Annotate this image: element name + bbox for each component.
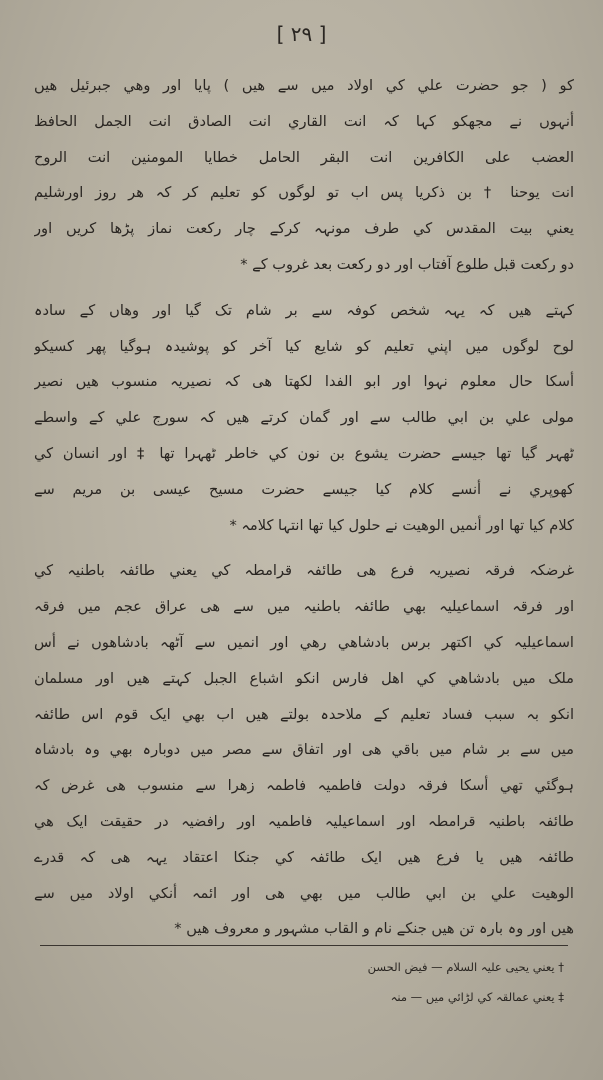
text-line: لوح لوگوں میں اپني تعلیم کو شایع کیا آخر کو پوشیدہ ہوگیا پھر کسیکو [34, 337, 574, 355]
paragraph-1 [34, 68, 574, 283]
text-line: ہوگئي تھي أسکا فرقہ دولت فاطمیہ فاطمہ زهرا سے منسوب ھی غرض کہ [34, 777, 574, 795]
page-number: [ ۲۹ ] [276, 22, 327, 46]
text-line: العضب علی الکافرین انت البقر الحامل خطایا المومنین انت الروح [34, 148, 574, 166]
text-line: کلام کیا تھا اور أنمیں الوهیت نے حلول کیا تھا انتہا کلامہ * [229, 516, 574, 534]
text-line: انکو بہ سبب فساد تعلیم کے ملاحدہ بولتے ھیں اب بھي ایک قوم اس طائفہ [34, 705, 574, 723]
footnote: † یعني یحیی علیہ السلام — فیض الحسن [367, 960, 564, 974]
footnotes [40, 952, 568, 1012]
text-line: ھیں اور وہ بارہ تن ھیں جنکے نام و القاب مشہور و معروف ھیں * [174, 920, 574, 938]
text-line: دو رکعت قبل طلوع آفتاب اور دو رکعت بعد غروب کے * [240, 255, 574, 273]
footnote: ‡ یعني عمالقہ کي لڑائي میں — منہ [390, 990, 564, 1004]
paragraph-3 [34, 553, 574, 947]
text-line: ملک میں بادشاهي کي اھل فارس انکو اشباع الجبل کہتے ھیں اور مسلمان [34, 669, 574, 687]
text-line: مولی علي بن ابي طالب سے اور گمان کرتے ھیں کہ سورج علي کے واسطے [34, 409, 574, 427]
text-line: طائفہ ھیں یا فرع ھیں ایک طائفہ کي جنکا اعتقاد یہہ ھی کہ قدرے [34, 848, 574, 866]
text-line: کھوپري نے أنسے کلام کیا جیسے حضرت مسیح عیسی بن مریم سے [34, 480, 574, 498]
text-line: أسکا حال معلوم نہوا اور ابو الفدا لکھتا ھی کہ نصیریہ منسوب ھیں نصیر [34, 373, 574, 391]
text-line: الوهیت علي بن ابي طالب میں بھي ھی اور ائمہ أنکي اولاد میں سے [34, 884, 574, 902]
text-line: میں سے بر شام میں باقي ھی اور اتفاق سے مصر میں دوبارہ بھي وہ بادشاہ [34, 741, 574, 759]
text-line: انت یوحنا † بن ذکریا پس اب تو لوگوں کو تعلیم کر کہ ھر روز اورشلیم [34, 184, 574, 202]
text-line: کہتے ھیں کہ یہہ شخص کوفہ سے بر شام تک گیا اور وھاں کے سادہ [34, 301, 574, 319]
text-line: طائفہ باطنیہ قرامطہ اور اسماعیلیہ فاطمیہ اور رافضیہ در حقیقت ایک ھي [34, 812, 574, 830]
text-line: کو ( جو حضرت علي کي اولاد میں سے ھیں ) پایا اور وهي جبرئیل ھیں [34, 77, 574, 94]
text-line: ٹھہر گیا تھا جیسے حضرت یشوع بن نون کي خاطر ٹھہرا تھا ‡ اور انسان کي [34, 444, 574, 462]
text-line: اور فرقہ اسماعیلیہ بھي طائفہ باطنیہ میں سے ھی عراق عجم میں فرقہ [34, 598, 574, 616]
text-line: غرضکہ فرقہ نصیریہ فرع ھی طائفہ قرامطہ کي یعني طائفہ باطنیہ کي [34, 562, 574, 580]
footnote-divider [40, 945, 568, 946]
text-line: أنہوں نے مجھکو کہا کہ انت القاري انت الصادق انت الجمل الحافظ [34, 112, 574, 130]
body-text [34, 68, 574, 947]
paragraph-2 [34, 293, 574, 544]
text-line: اسماعیلیہ کي اکتھر برس بادشاھي رھي اور انمیں سے آٹھہ بادشاھوں نے أس [34, 633, 574, 651]
text-line: یعني بیت المقدس کي طرف مونہہ کرکے چار رکعت نماز پڑھا کریں اور [34, 220, 574, 238]
